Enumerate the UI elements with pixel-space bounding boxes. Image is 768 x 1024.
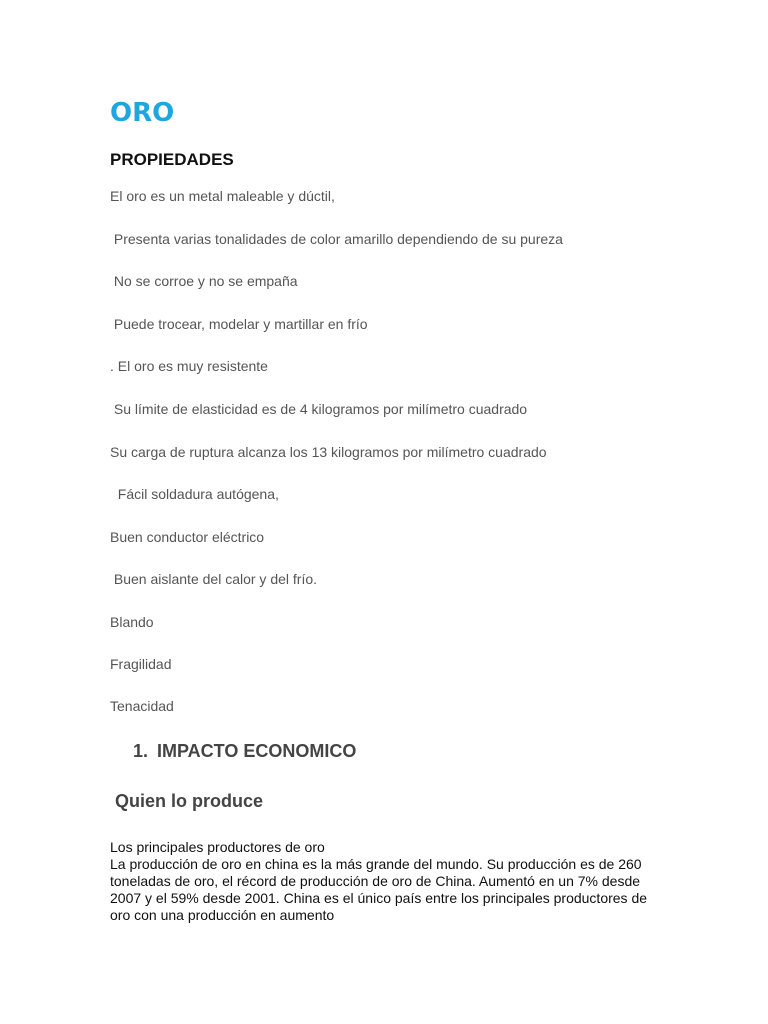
property-item: Fragilidad (110, 656, 172, 672)
section-heading-impacto-economico (133, 741, 356, 762)
property-item: Su límite de elasticidad es de 4 kilogramos por milímetro cuadrado (110, 401, 528, 417)
property-item: . El oro es muy resistente (110, 358, 268, 374)
property-item: No se corroe y no se empaña (110, 273, 298, 289)
property-item: Fácil soldadura autógena, (110, 486, 279, 502)
body-text-block (110, 839, 670, 924)
property-item: Puede trocear, modelar y martillar en frío (110, 316, 368, 332)
subsection-heading-quien-lo-produce: Quien lo produce (110, 791, 264, 811)
property-item: Presenta varias tonalidades de color amarillo dependiendo de su pureza (110, 231, 563, 247)
property-item: Blando (110, 614, 154, 630)
body-paragraph: La producción de oro en china es la más grande del mundo. Su producción es de 260 toneladas de oro, el récord de producción de oro de China. Aumentó en un 7% desde 2007 y el 59% desde 2001. China es el único país entre los principales productores de oro con una producción en aumento (110, 856, 648, 923)
property-item: Buen aislante del calor y del frío. (110, 571, 318, 587)
section-title-propiedades: PROPIEDADES (110, 150, 234, 169)
section-heading-text: IMPACTO ECONOMICO (157, 741, 357, 761)
body-first-line: Los principales productores de oro (110, 839, 325, 855)
document-title: ORO (110, 98, 175, 128)
property-item: El oro es un metal maleable y dúctil, (110, 188, 335, 204)
property-item: Su carga de ruptura alcanza los 13 kilogramos por milímetro cuadrado (110, 444, 547, 460)
section-number: 1. (133, 741, 149, 761)
property-item: Buen conductor eléctrico (110, 529, 265, 545)
property-item: Tenacidad (110, 698, 174, 714)
